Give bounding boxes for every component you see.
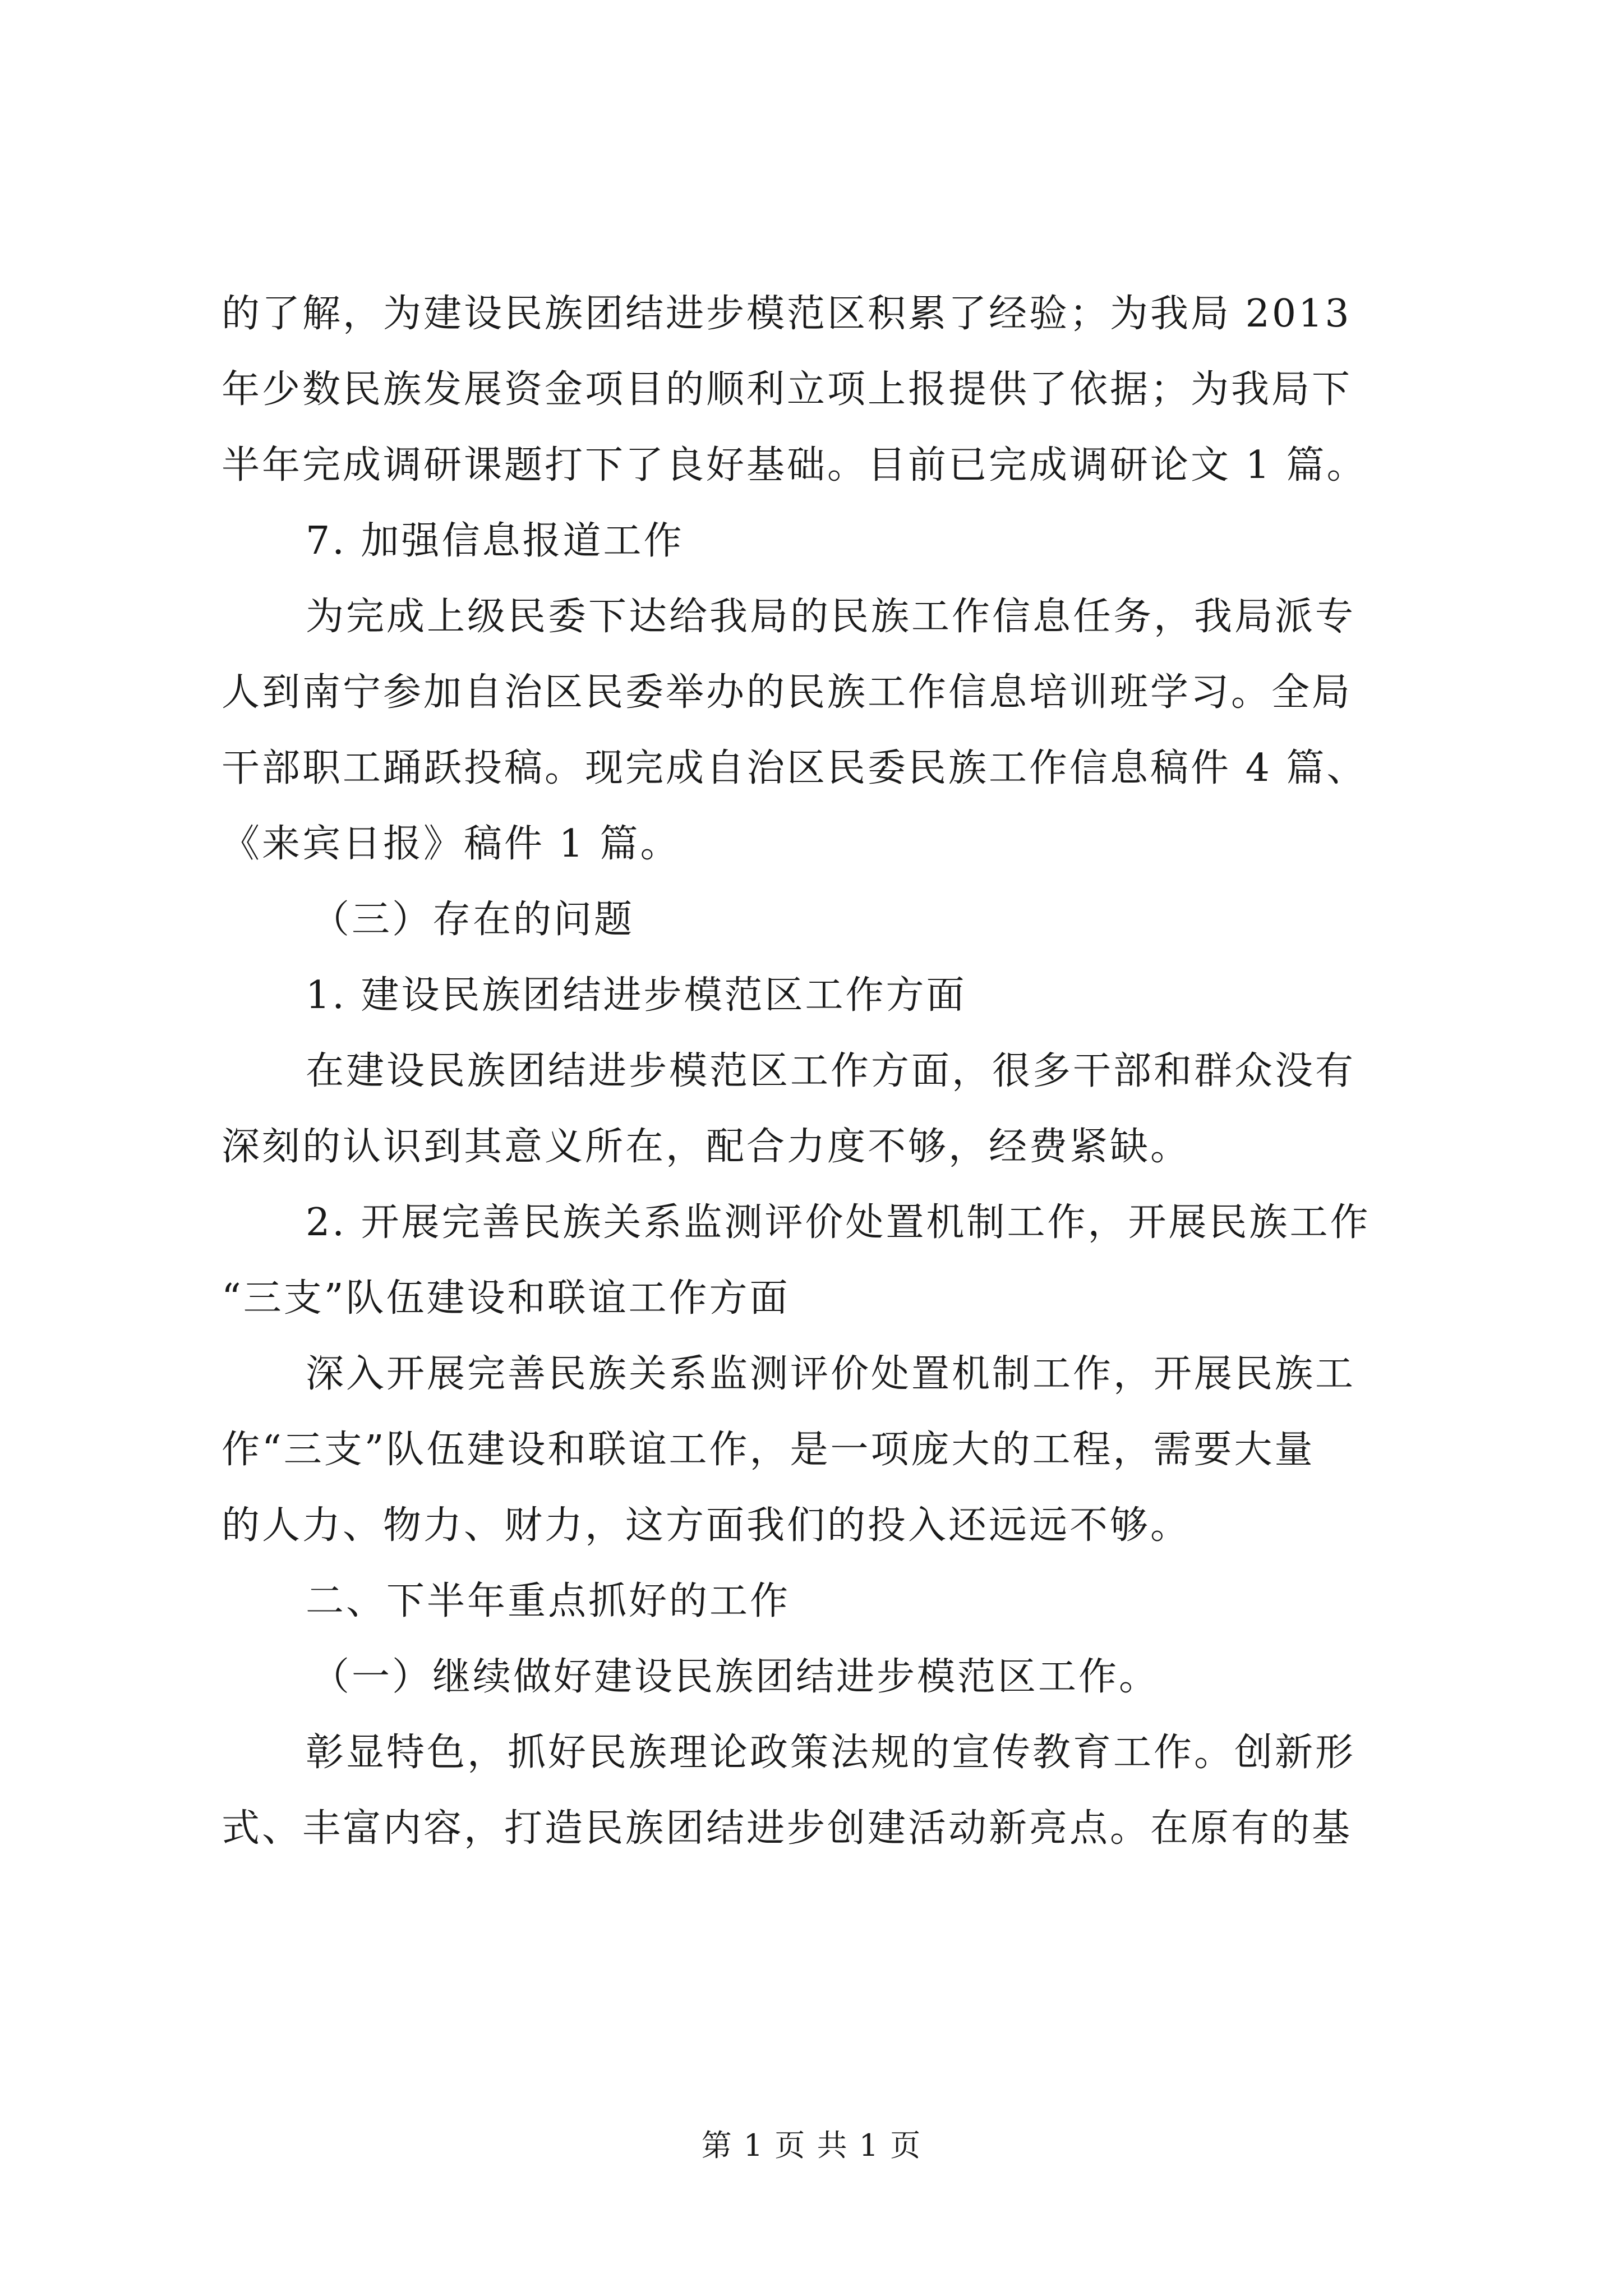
- body-line-17: 的人力、物力、财力，这方面我们的投入还远远不够。: [222, 1503, 1191, 1548]
- body-line-11: 在建设民族团结进步模范区工作方面，很多干部和群众没有: [306, 1049, 1356, 1093]
- body-line-2: 年少数民族发展资金项目的顺利立项上报提供了依据；为我局下: [222, 367, 1353, 412]
- section-heading-2: 二、下半年重点抓好的工作: [306, 1579, 791, 1623]
- subheading-2-cont: “三支”队伍建设和联谊工作方面: [222, 1276, 790, 1320]
- body-line-5: 为完成上级民委下达给我局的民族工作信息任务，我局派专: [306, 595, 1356, 639]
- body-line-3: 半年完成调研课题打下了良好基础。目前已完成调研论文 1 篇。: [222, 443, 1367, 487]
- body-line-16: 作“三支”队伍建设和联谊工作，是一项庞大的工程，需要大量: [222, 1428, 1315, 1472]
- section-heading-7: 7. 加强信息报道工作: [306, 519, 684, 563]
- body-line-7: 干部职工踊跃投稿。现完成自治区民委民族工作信息稿件 4 篇、: [222, 746, 1367, 790]
- subheading-2: 2. 开展完善民族关系监测评价处置机制工作，开展民族工作: [306, 1200, 1371, 1245]
- body-line-15: 深入开展完善民族关系监测评价处置机制工作，开展民族工: [306, 1352, 1356, 1396]
- body-line-1: 的了解，为建设民族团结进步模范区积累了经验；为我局 2013: [222, 292, 1352, 336]
- body-line-21: 式、丰富内容，打造民族团结进步创建活动新亮点。在原有的基: [222, 1806, 1353, 1851]
- body-line-20: 彰显特色，抓好民族理论政策法规的宣传教育工作。创新形: [306, 1731, 1356, 1775]
- body-line-8: 《来宾日报》稿件 1 篇。: [222, 822, 681, 866]
- body-line-12: 深刻的认识到其意义所在，配合力度不够，经费紧缺。: [222, 1125, 1191, 1169]
- subheading-continue: （一）继续做好建设民族团结进步模范区工作。: [311, 1655, 1160, 1699]
- page-number-footer: 第 1 页 共 1 页: [701, 2128, 922, 2163]
- body-line-6: 人到南宁参加自治区民委举办的民族工作信息培训班学习。全局: [222, 670, 1353, 715]
- subheading-1: 1. 建设民族团结进步模范区工作方面: [306, 973, 967, 1018]
- section-heading-problems: （三）存在的问题: [311, 898, 635, 942]
